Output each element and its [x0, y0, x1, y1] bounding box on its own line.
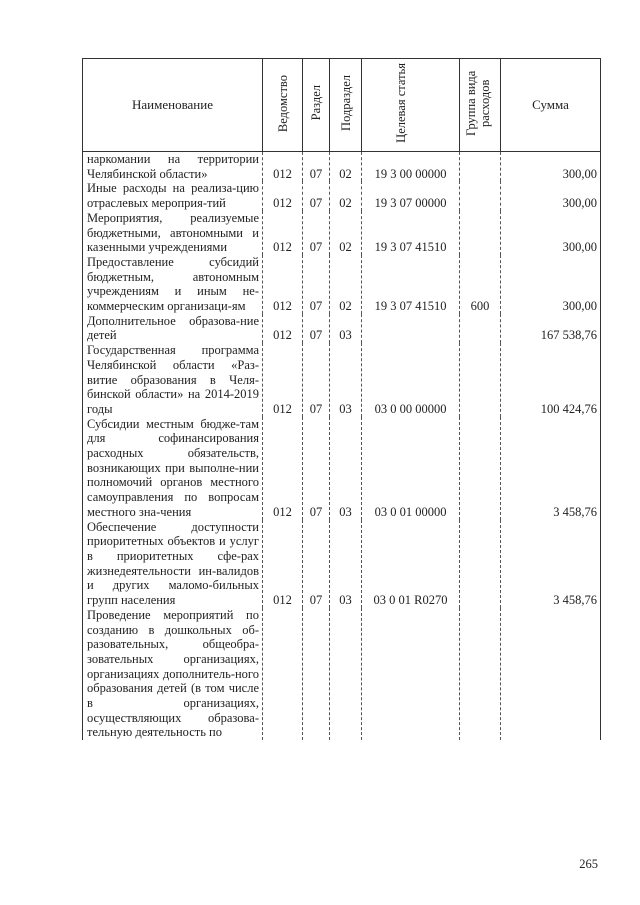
row-subsection: 03 — [330, 314, 362, 343]
row-expense-group — [460, 152, 501, 182]
table-row — [83, 520, 601, 608]
table-header-row — [83, 59, 601, 152]
header-department: Ведомство — [263, 59, 303, 152]
row-subsection: 03 — [330, 417, 362, 520]
table-row — [83, 211, 601, 255]
row-subsection — [330, 608, 362, 740]
row-expense-group — [460, 343, 501, 417]
table-row — [83, 152, 601, 182]
budget-table — [82, 58, 601, 740]
row-expense-group — [460, 520, 501, 608]
row-amount: 300,00 — [501, 255, 601, 314]
row-department: 012 — [263, 343, 303, 417]
row-subsection: 02 — [330, 211, 362, 255]
row-amount: 300,00 — [501, 181, 601, 210]
row-subsection: 02 — [330, 255, 362, 314]
page-number: 265 — [579, 857, 598, 871]
row-amount: 3 458,76 — [501, 417, 601, 520]
row-amount: 3 458,76 — [501, 520, 601, 608]
row-section: 07 — [303, 181, 330, 210]
row-department — [263, 608, 303, 740]
row-subsection: 02 — [330, 181, 362, 210]
row-expense-group: 600 — [460, 255, 501, 314]
header-target-article: Целевая статья — [362, 59, 460, 152]
row-name: наркомании на территории Челябинской области» — [83, 152, 263, 182]
row-name: Мероприятия, реализуемые бюджетными, автономными и казенными учреждениями — [83, 211, 263, 255]
row-amount: 100 424,76 — [501, 343, 601, 417]
row-target-article: 19 3 07 41510 — [362, 211, 460, 255]
row-target-article: 19 3 00 00000 — [362, 152, 460, 182]
row-target-article: 19 3 07 00000 — [362, 181, 460, 210]
row-section: 07 — [303, 211, 330, 255]
row-target-article — [362, 608, 460, 740]
row-section: 07 — [303, 520, 330, 608]
table-row — [83, 608, 601, 740]
table-row — [83, 181, 601, 210]
row-expense-group — [460, 181, 501, 210]
table-row — [83, 255, 601, 314]
row-name: Субсидии местным бюдже-там для софинансирования расходных обязательств, возникающих при выполне-нии полномочий органов местного самоуправления по вопросам местного зна-чения — [83, 417, 263, 520]
row-target-article: 19 3 07 41510 — [362, 255, 460, 314]
row-target-article: 03 0 00 00000 — [362, 343, 460, 417]
row-name: Обеспечение доступности приоритетных объектов и услуг в приоритетных сфе-рах жизнедеятельности ин-валидов и других маломо-бильных групп населения — [83, 520, 263, 608]
row-name: Предоставление субсидий бюджетным, автономным учреждениям и иным не-коммерческим организаци-ям — [83, 255, 263, 314]
table-row — [83, 417, 601, 520]
row-department: 012 — [263, 181, 303, 210]
row-section: 07 — [303, 255, 330, 314]
row-department: 012 — [263, 417, 303, 520]
row-department: 012 — [263, 255, 303, 314]
row-expense-group — [460, 211, 501, 255]
row-department: 012 — [263, 152, 303, 182]
row-name: Иные расходы на реализа-цию отраслевых мероприя-тий — [83, 181, 263, 210]
table-row — [83, 314, 601, 343]
row-expense-group — [460, 417, 501, 520]
header-name: Наименование — [83, 59, 263, 152]
row-section: 07 — [303, 314, 330, 343]
row-department: 012 — [263, 520, 303, 608]
row-section: 07 — [303, 417, 330, 520]
row-section: 07 — [303, 152, 330, 182]
row-section: 07 — [303, 343, 330, 417]
row-target-article: 03 0 01 R0270 — [362, 520, 460, 608]
row-amount: 300,00 — [501, 211, 601, 255]
table-row — [83, 343, 601, 417]
row-target-article: 03 0 01 00000 — [362, 417, 460, 520]
header-expense-group: Группа вида расходов — [460, 59, 501, 152]
row-name: Государственная программа Челябинской области «Раз-витие образования в Челя-бинской области» на 2014-2019 годы — [83, 343, 263, 417]
row-department: 012 — [263, 211, 303, 255]
row-section — [303, 608, 330, 740]
row-expense-group — [460, 608, 501, 740]
row-subsection: 03 — [330, 343, 362, 417]
row-expense-group — [460, 314, 501, 343]
row-amount — [501, 608, 601, 740]
row-amount: 167 538,76 — [501, 314, 601, 343]
row-subsection: 03 — [330, 520, 362, 608]
header-amount: Сумма — [501, 59, 601, 152]
row-name: Дополнительное образова-ние детей — [83, 314, 263, 343]
row-subsection: 02 — [330, 152, 362, 182]
row-department: 012 — [263, 314, 303, 343]
row-target-article — [362, 314, 460, 343]
row-name: Проведение мероприятий по созданию в дошкольных об-разовательных, общеобра-зовательных организациях, организациях дополнитель-ного образования детей (в том числе в организациях, осуществляющих образова-тельную деятельность по — [83, 608, 263, 740]
row-amount: 300,00 — [501, 152, 601, 182]
header-subsection: Подраздел — [330, 59, 362, 152]
header-section: Раздел — [303, 59, 330, 152]
